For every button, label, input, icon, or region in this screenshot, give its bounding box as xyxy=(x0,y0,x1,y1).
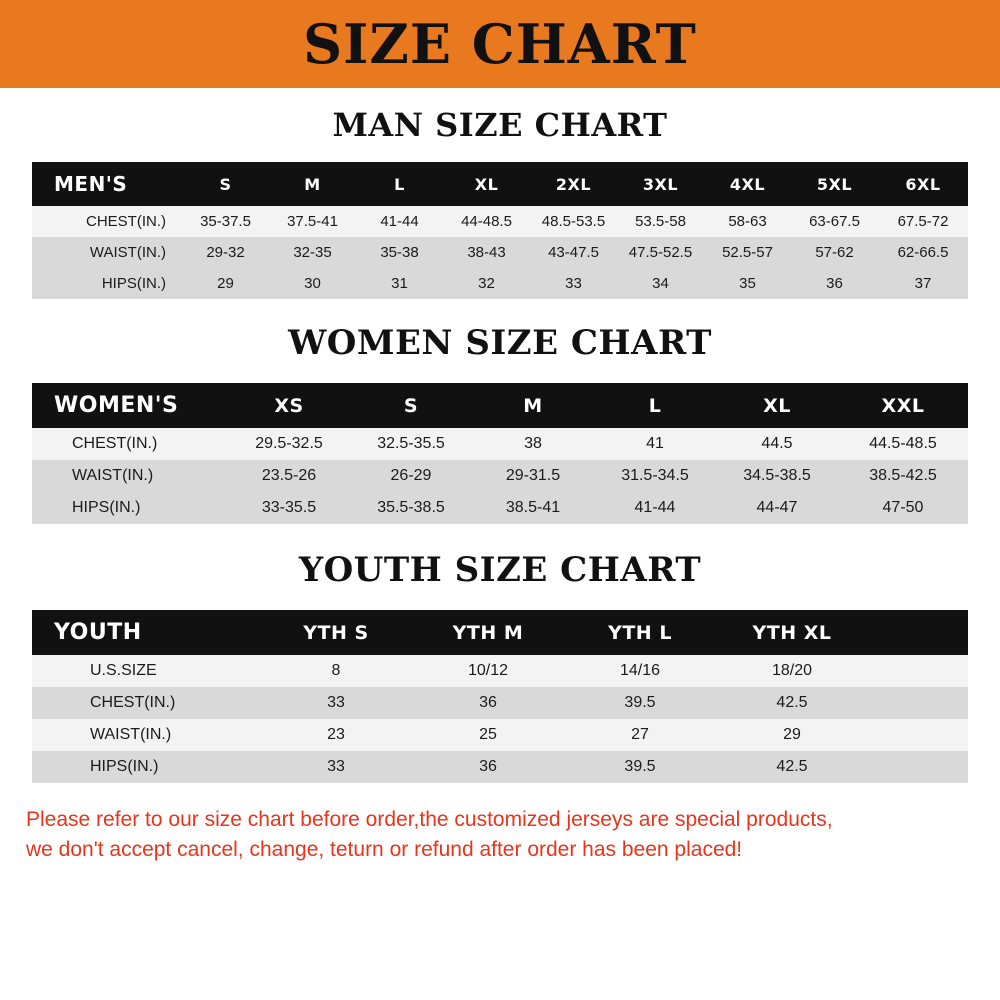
women-chest-xl: 44.5 xyxy=(761,435,793,452)
youth-us-size-spacer xyxy=(868,655,968,687)
banner xyxy=(0,0,1000,88)
women-hips-xs: 33-35.5 xyxy=(261,499,317,516)
women-size-table xyxy=(32,383,968,524)
women-chest-m: 38 xyxy=(524,435,542,452)
youth-waist-s: 23 xyxy=(327,726,345,743)
men-chest-m: 37.5-41 xyxy=(287,213,338,230)
women-row-label-waist: WAIST(IN.) xyxy=(72,467,154,484)
women-row-label-hips: HIPS(IN.) xyxy=(72,499,141,516)
men-header-5xl: 5XL xyxy=(816,174,853,194)
youth-row-label-hips: HIPS(IN.) xyxy=(90,758,159,775)
women-header-label: WOMEN'S xyxy=(54,393,179,418)
table-row xyxy=(32,206,968,237)
policy-note-line-1: Please refer to our size chart before order,the customized jerseys are special products, xyxy=(26,808,833,831)
men-waist-3xl: 47.5-52.5 xyxy=(628,244,693,261)
men-waist-m: 32-35 xyxy=(293,244,332,261)
men-section xyxy=(0,106,1000,299)
youth-waist-xl: 29 xyxy=(783,726,801,743)
women-header-s: S xyxy=(403,394,419,417)
men-row-label-hips: HIPS(IN.) xyxy=(101,275,166,292)
men-chest-4xl: 58-63 xyxy=(728,213,767,230)
women-header-l: L xyxy=(648,394,662,417)
men-hips-m: 30 xyxy=(304,275,321,292)
youth-hips-l: 39.5 xyxy=(624,758,656,775)
women-waist-xxl: 38.5-42.5 xyxy=(869,467,937,484)
youth-table-header-row xyxy=(32,610,968,655)
women-hips-s: 35.5-38.5 xyxy=(377,499,445,516)
men-hips-5xl: 36 xyxy=(826,275,843,292)
women-hips-l: 41-44 xyxy=(634,499,676,516)
men-row-label-chest: CHEST(IN.) xyxy=(86,213,166,230)
table-row xyxy=(32,655,968,687)
youth-header-yth-xl: YTH XL xyxy=(752,621,832,644)
women-chest-s: 32.5-35.5 xyxy=(377,435,445,452)
men-chest-s: 35-37.5 xyxy=(200,213,251,230)
men-hips-l: 31 xyxy=(391,275,408,292)
youth-waist-spacer xyxy=(868,719,968,751)
women-chest-l: 41 xyxy=(646,435,664,452)
men-section-title: MAN SIZE CHART xyxy=(332,106,668,144)
youth-hips-xl: 42.5 xyxy=(776,758,808,775)
youth-header-spacer xyxy=(868,610,968,655)
men-header-3xl: 3XL xyxy=(642,174,679,194)
men-waist-4xl: 52.5-57 xyxy=(722,244,773,261)
youth-size-table xyxy=(32,610,968,783)
women-waist-m: 29-31.5 xyxy=(505,467,561,484)
table-row xyxy=(32,428,968,460)
women-waist-s: 26-29 xyxy=(390,467,432,484)
women-chest-xxl: 44.5-48.5 xyxy=(869,435,937,452)
men-waist-l: 35-38 xyxy=(380,244,419,261)
men-header-s: S xyxy=(219,174,232,194)
women-chest-xs: 29.5-32.5 xyxy=(255,435,323,452)
men-waist-s: 29-32 xyxy=(206,244,245,261)
youth-us-size-s: 8 xyxy=(331,662,341,679)
table-row xyxy=(32,492,968,524)
women-waist-xl: 34.5-38.5 xyxy=(743,467,811,484)
youth-us-size-m: 10/12 xyxy=(467,662,509,679)
men-header-6xl: 6XL xyxy=(905,174,941,194)
women-waist-l: 31.5-34.5 xyxy=(621,467,689,484)
men-header-m: M xyxy=(304,174,321,194)
policy-note xyxy=(0,805,1000,866)
youth-row-label-us-size: U.S.SIZE xyxy=(90,662,157,679)
men-chest-l: 41-44 xyxy=(380,213,419,230)
women-waist-xs: 23.5-26 xyxy=(261,467,317,484)
women-header-xxl: XXL xyxy=(881,394,925,417)
women-section xyxy=(0,323,1000,524)
women-hips-m: 38.5-41 xyxy=(505,499,561,516)
men-row-label-waist: WAIST(IN.) xyxy=(89,244,166,261)
men-hips-6xl: 37 xyxy=(914,275,932,292)
youth-waist-m: 25 xyxy=(479,726,497,743)
youth-section xyxy=(0,550,1000,783)
women-hips-xxl: 47-50 xyxy=(882,499,924,516)
men-hips-4xl: 35 xyxy=(739,275,756,292)
youth-hips-s: 33 xyxy=(327,758,345,775)
men-hips-3xl: 34 xyxy=(652,275,669,292)
men-waist-xl: 38-43 xyxy=(467,244,506,261)
men-chest-6xl: 67.5-72 xyxy=(897,213,949,230)
youth-row-label-waist: WAIST(IN.) xyxy=(90,726,172,743)
youth-header-yth-m: YTH M xyxy=(452,621,524,644)
youth-chest-xl: 42.5 xyxy=(776,694,808,711)
men-hips-xl: 32 xyxy=(478,275,495,292)
youth-header-yth-l: YTH L xyxy=(608,621,672,644)
women-row-label-chest: CHEST(IN.) xyxy=(72,435,158,452)
men-chest-2xl: 48.5-53.5 xyxy=(541,213,606,230)
youth-row-label-chest: CHEST(IN.) xyxy=(90,694,176,711)
men-header-4xl: 4XL xyxy=(729,174,766,194)
men-waist-5xl: 57-62 xyxy=(815,244,854,261)
youth-hips-m: 36 xyxy=(479,758,497,775)
table-row xyxy=(32,719,968,751)
table-row xyxy=(32,751,968,783)
men-hips-s: 29 xyxy=(217,275,234,292)
table-row xyxy=(32,268,968,299)
men-size-table xyxy=(32,162,968,299)
men-header-label: MEN'S xyxy=(54,172,128,196)
men-waist-6xl: 62-66.5 xyxy=(897,244,949,261)
policy-note-line-2: we don't accept cancel, change, teturn or refund after order has been placed! xyxy=(26,838,743,862)
youth-us-size-xl: 18/20 xyxy=(771,662,813,679)
youth-us-size-l: 14/16 xyxy=(619,662,661,679)
youth-chest-s: 33 xyxy=(327,694,345,711)
women-table-header-row xyxy=(32,383,968,428)
youth-section-title: YOUTH SIZE CHART xyxy=(298,550,702,590)
women-hips-xl: 44-47 xyxy=(756,499,798,516)
women-header-xs: XS xyxy=(274,394,304,417)
youth-chest-spacer xyxy=(868,687,968,719)
table-row xyxy=(32,237,968,268)
men-chest-5xl: 63-67.5 xyxy=(809,213,860,230)
men-chest-xl: 44-48.5 xyxy=(461,213,512,230)
women-section-title: WOMEN SIZE CHART xyxy=(288,323,712,363)
youth-hips-spacer xyxy=(868,751,968,783)
women-header-m: M xyxy=(523,394,543,417)
youth-chest-m: 36 xyxy=(479,694,497,711)
men-table-header-row xyxy=(32,162,968,206)
table-row xyxy=(32,687,968,719)
women-header-xl: XL xyxy=(763,394,791,417)
men-chest-3xl: 53.5-58 xyxy=(635,213,686,230)
men-hips-2xl: 33 xyxy=(565,275,582,292)
page-title: SIZE CHART xyxy=(303,12,697,76)
youth-chest-l: 39.5 xyxy=(624,694,656,711)
youth-header-label: YOUTH xyxy=(54,620,142,645)
men-waist-2xl: 43-47.5 xyxy=(548,244,599,261)
men-header-xl: XL xyxy=(474,174,499,194)
men-header-2xl: 2XL xyxy=(555,174,592,194)
table-row xyxy=(32,460,968,492)
men-header-l: L xyxy=(394,174,405,194)
youth-waist-l: 27 xyxy=(631,726,649,743)
youth-header-yth-s: YTH S xyxy=(303,621,369,644)
